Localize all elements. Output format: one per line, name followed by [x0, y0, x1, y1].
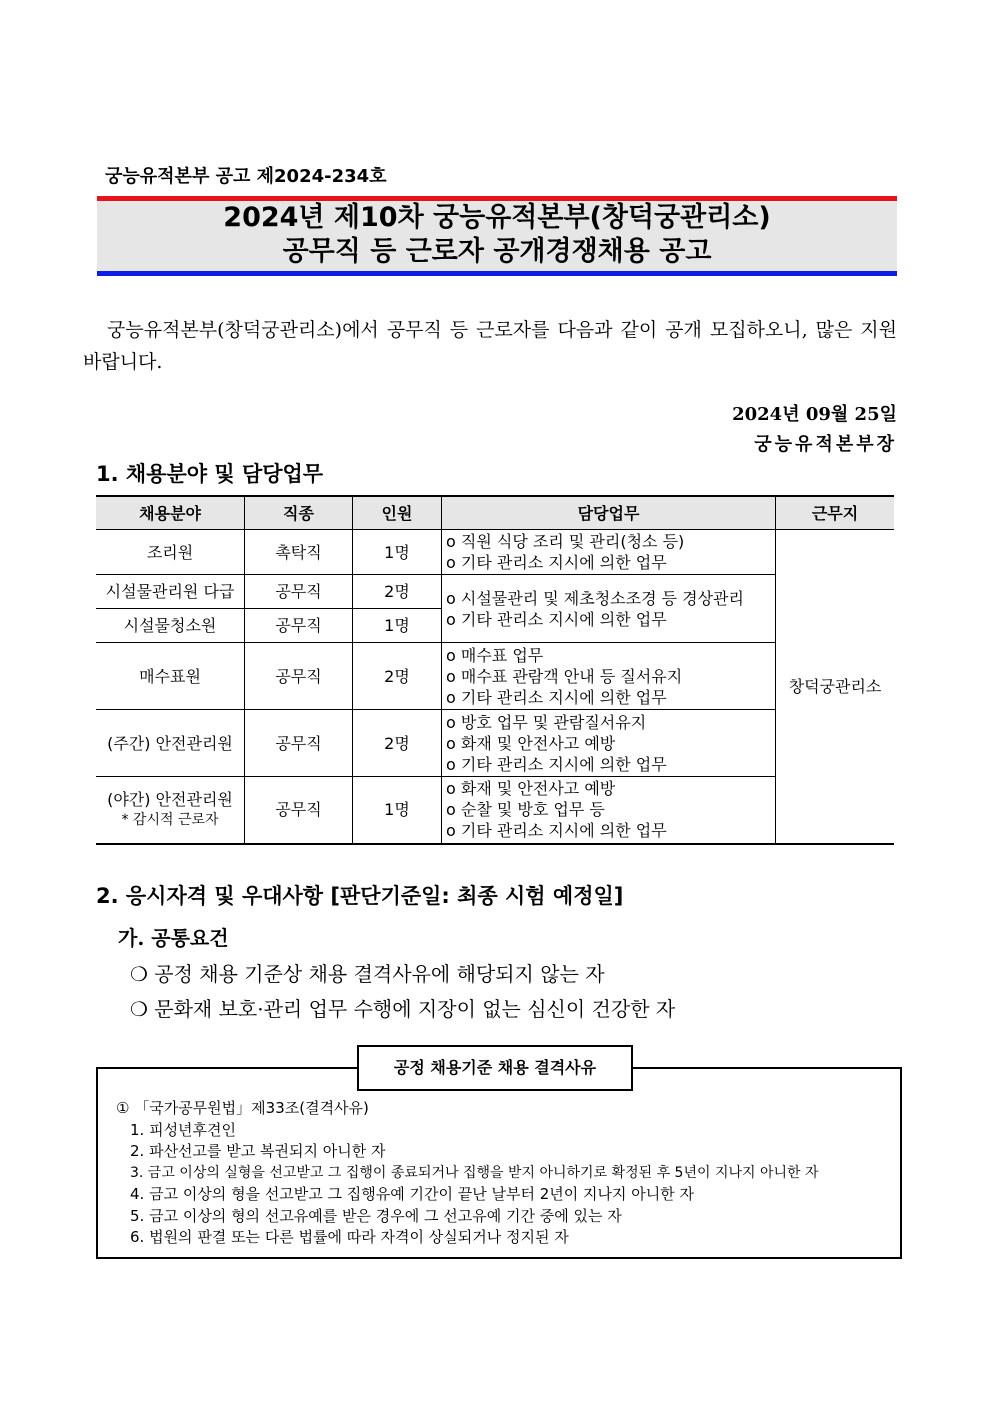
- field: 시설물관리원 다급: [96, 575, 245, 609]
- subheading-common-requirements: 가. 공통요건: [118, 926, 229, 950]
- field: 시설물청소원: [96, 609, 245, 643]
- headcount: 2명: [353, 643, 442, 710]
- headcount: 2명: [353, 710, 442, 777]
- job-type: 공무직: [245, 609, 353, 643]
- col-header: 채용분야: [96, 496, 245, 530]
- list-item: 4. 금고 이상의 형을 선고받고 그 집행유예 기간이 끝난 날부터 2년이 지나지 아니한 자: [130, 1185, 695, 1203]
- list-item: 6. 법원의 판결 또는 다른 법률에 따라 자격이 상실되거나 정지된 자: [130, 1228, 569, 1246]
- list-item: 5. 금고 이상의 형의 선고유예를 받은 경우에 그 선고유예 기간 중에 있는 자: [130, 1206, 622, 1225]
- headcount: 1명: [353, 530, 442, 575]
- notice-number: 궁능유적본부 공고 제2024-234호: [105, 166, 387, 187]
- workplace: 창덕궁관리소: [776, 530, 895, 844]
- table-row: [96, 710, 894, 777]
- table-header: [96, 496, 894, 530]
- section2-heading: 2. 응시자격 및 우대사항 [판단기준일: 최종 시험 예정일]: [96, 884, 624, 908]
- headcount: 1명: [353, 609, 442, 643]
- headcount: 1명: [353, 777, 442, 844]
- field: (주간) 안전관리원: [96, 710, 245, 777]
- col-header: 근무지: [776, 496, 895, 530]
- law-reference: ① 「국가공무원법」제33조(결격사유): [116, 1099, 369, 1117]
- title-line-1: 2024년 제10차 궁능유적본부(창덕궁관리소): [223, 202, 771, 233]
- col-header: 담당업무: [442, 496, 776, 530]
- list-item: 2. 파산선고를 받고 복권되지 아니한 자: [130, 1142, 386, 1160]
- issuer: 궁능유적본부장: [754, 434, 897, 455]
- recruitment-table: [96, 495, 894, 845]
- title-box: [97, 201, 897, 271]
- list-item: 1. 피성년후견인: [130, 1120, 237, 1139]
- table-row: [96, 530, 894, 575]
- table-row: [96, 575, 894, 609]
- title-line-2: 공무직 등 근로자 공개경쟁채용 공고: [282, 236, 712, 267]
- field: 매수표원: [96, 643, 245, 710]
- field: 조리원: [96, 530, 245, 575]
- signature-block: [732, 400, 897, 460]
- job-type: 공무직: [245, 575, 353, 609]
- circle-bullet-icon: ❍: [130, 962, 155, 986]
- job-type: 공무직: [245, 643, 353, 710]
- list-item: 3. 금고 이상의 실형을 선고받고 그 집행이 종료되거나 집행을 받지 아니하기로 확정된 후 5년이 지나지 아니한 자: [130, 1164, 819, 1181]
- table-row: [96, 777, 894, 844]
- box-content: [116, 1098, 819, 1249]
- blue-rule: [97, 271, 897, 276]
- intro-paragraph: 궁능유적본부(창덕궁관리소)에서 공무직 등 근로자를 다음과 같이 공개 모집하오니, 많은 지원 바랍니다.: [83, 319, 897, 373]
- box-title: 공정 채용기준 채용 결격사유: [357, 1045, 633, 1091]
- table-row: [96, 643, 894, 710]
- col-header: 직종: [245, 496, 353, 530]
- section1-heading: 1. 채용분야 및 담당업무: [96, 462, 324, 486]
- duties: o 매수표 업무 o 매수표 관람객 안내 등 질서유지 o 기타 관리소 지시에 의한 업무: [442, 643, 776, 710]
- job-type: 촉탁직: [245, 530, 353, 575]
- job-type: 공무직: [245, 710, 353, 777]
- job-type: 공무직: [245, 777, 353, 844]
- col-header: 인원: [353, 496, 442, 530]
- duties: o 시설물관리 및 제초청소조경 등 경상관리 o 기타 관리소 지시에 의한 업무: [442, 575, 776, 643]
- field: (야간) 안전관리원 * 감시적 근로자: [96, 777, 245, 844]
- duties: o 직원 식당 조리 및 관리(청소 등) o 기타 관리소 지시에 의한 업무: [442, 530, 776, 575]
- date: 2024년 09월 25일: [732, 404, 897, 425]
- duties: o 화재 및 안전사고 예방 o 순찰 및 방호 업무 등 o 기타 관리소 지시에 의한 업무: [442, 777, 776, 844]
- bullet-item: ❍ 공정 채용 기준상 채용 결격사유에 해당되지 않는 자: [130, 962, 605, 986]
- bullet-item: ❍ 문화재 보호·관리 업무 수행에 지장이 없는 심신이 건강한 자: [130, 997, 676, 1021]
- circle-bullet-icon: ❍: [130, 997, 155, 1021]
- headcount: 2명: [353, 575, 442, 609]
- duties: o 방호 업무 및 관람질서유지 o 화재 및 안전사고 예방 o 기타 관리소 지시에 의한 업무: [442, 710, 776, 777]
